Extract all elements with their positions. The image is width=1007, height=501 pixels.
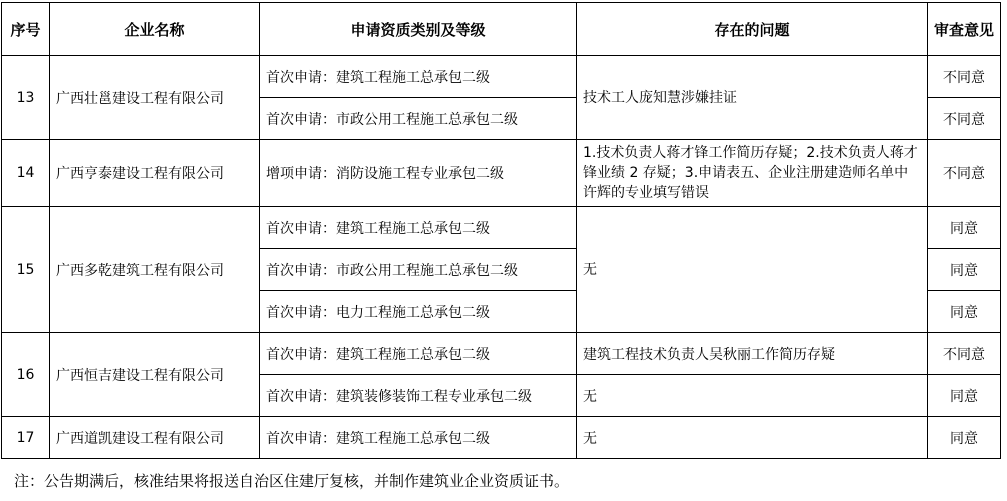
row-issue: 技术工人庞知慧涉嫌挂证 [577, 56, 928, 140]
table-row [2, 56, 1001, 98]
row-no: 17 [2, 417, 50, 459]
row-issue: 无 [577, 207, 928, 333]
row-category: 首次申请：建筑工程施工总承包二级 [260, 333, 577, 375]
table-row [2, 333, 1001, 375]
row-no: 13 [2, 56, 50, 140]
row-issue: 无 [577, 417, 928, 459]
row-category: 首次申请：建筑装修装饰工程专业承包二级 [260, 375, 577, 417]
row-company: 广西亨泰建设工程有限公司 [50, 140, 260, 207]
row-category: 首次申请：电力工程施工总承包二级 [260, 291, 577, 333]
row-category: 增项申请：消防设施工程专业承包二级 [260, 140, 577, 207]
footnote: 注：公告期满后，核准结果将报送自治区住建厅复核，并制作建筑业企业资质证书。 [14, 472, 570, 490]
header-company: 企业名称 [50, 3, 260, 56]
row-opinion: 不同意 [928, 56, 1001, 98]
row-opinion: 同意 [928, 375, 1001, 417]
row-opinion: 不同意 [928, 140, 1001, 207]
qualification-review-table [1, 2, 1001, 459]
row-opinion: 同意 [928, 291, 1001, 333]
row-company: 广西壮邕建设工程有限公司 [50, 56, 260, 140]
header-no: 序号 [2, 3, 50, 56]
row-opinion: 同意 [928, 249, 1001, 291]
row-company: 广西恒吉建设工程有限公司 [50, 333, 260, 417]
row-company: 广西道凯建设工程有限公司 [50, 417, 260, 459]
row-category: 首次申请：建筑工程施工总承包二级 [260, 56, 577, 98]
table-header-row [2, 3, 1001, 56]
row-opinion: 同意 [928, 207, 1001, 249]
row-no: 14 [2, 140, 50, 207]
row-issue: 建筑工程技术负责人吴秋丽工作简历存疑 [577, 333, 928, 375]
row-company: 广西多乾建筑工程有限公司 [50, 207, 260, 333]
row-issue: 无 [577, 375, 928, 417]
table-row [2, 417, 1001, 459]
row-opinion: 不同意 [928, 333, 1001, 375]
row-opinion: 不同意 [928, 98, 1001, 140]
row-category: 首次申请：市政公用工程施工总承包二级 [260, 249, 577, 291]
header-issue: 存在的问题 [577, 3, 928, 56]
table-row [2, 207, 1001, 249]
row-category: 首次申请：建筑工程施工总承包二级 [260, 417, 577, 459]
table-row [2, 140, 1001, 207]
header-category: 申请资质类别及等级 [260, 3, 577, 56]
header-opinion: 审查意见 [928, 3, 1001, 56]
row-category: 首次申请：建筑工程施工总承包二级 [260, 207, 577, 249]
row-no: 15 [2, 207, 50, 333]
row-no: 16 [2, 333, 50, 417]
row-opinion: 同意 [928, 417, 1001, 459]
row-issue: 1.技术负责人蒋才锋工作简历存疑；2.技术负责人蒋才锋业绩 2 存疑；3.申请表五、企业注册建造师名单中许辉的专业填写错误 [577, 140, 928, 207]
row-category: 首次申请：市政公用工程施工总承包二级 [260, 98, 577, 140]
